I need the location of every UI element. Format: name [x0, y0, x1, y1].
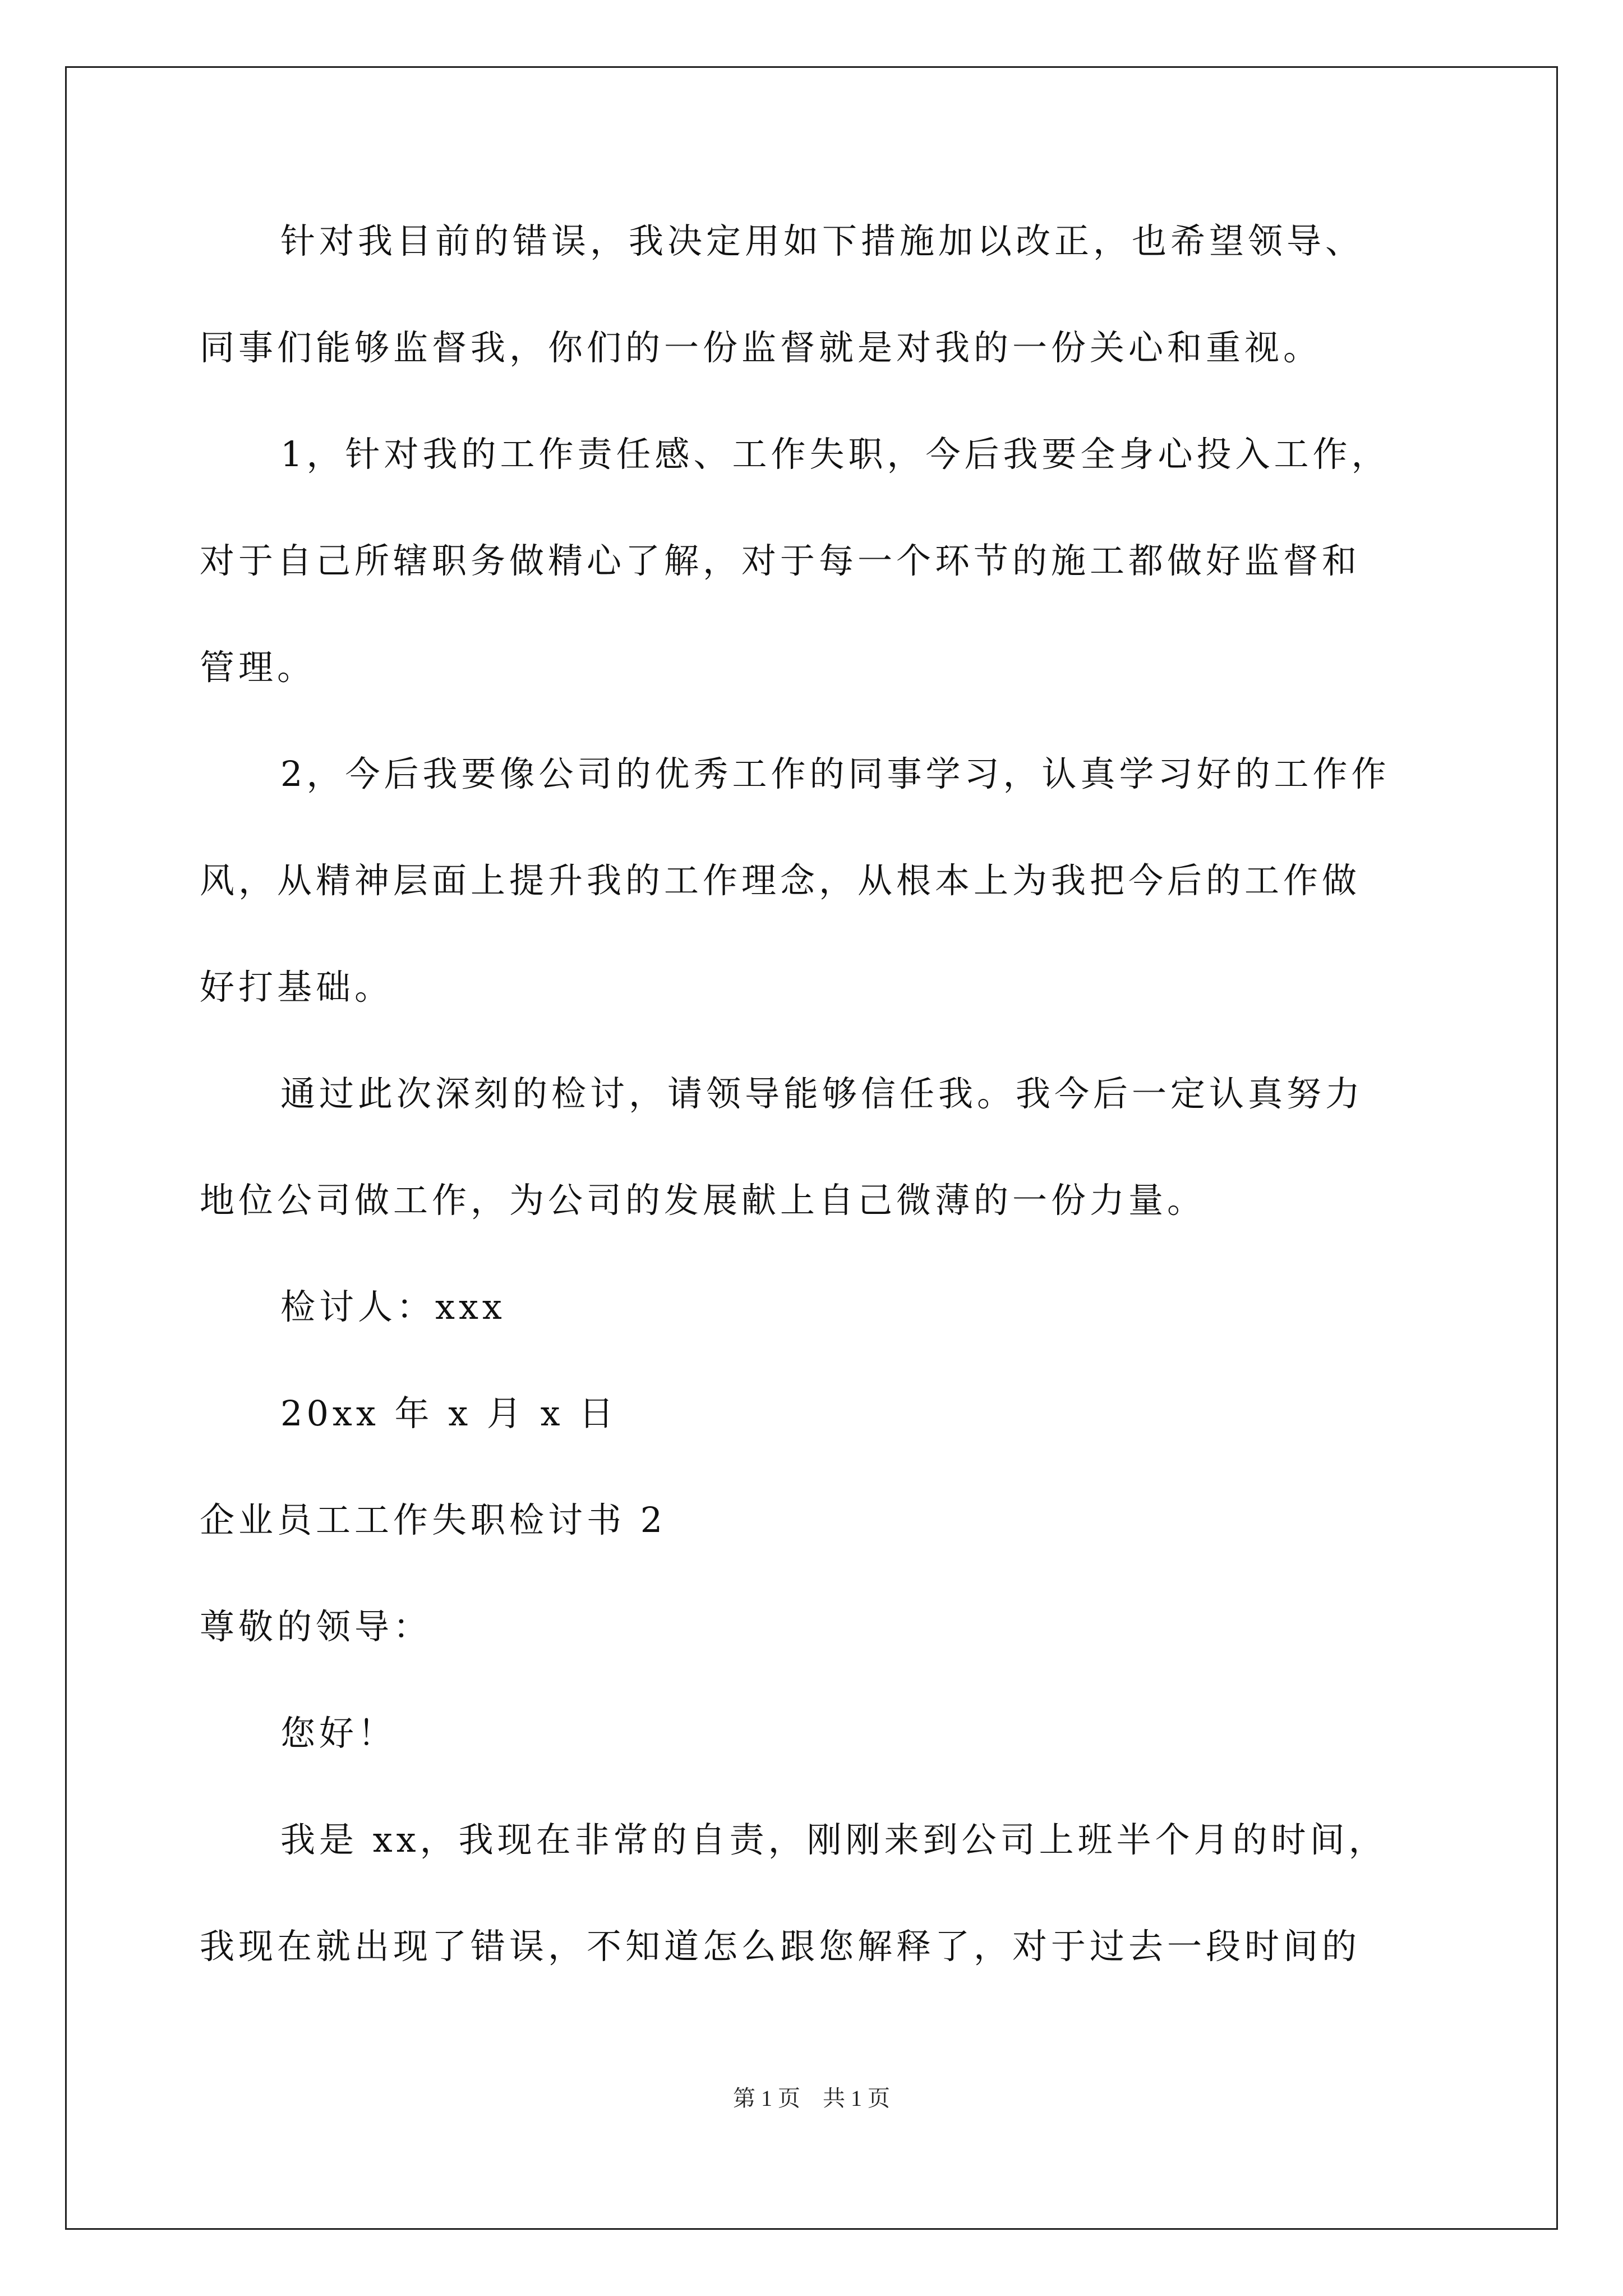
- page-total: 共 1 页: [823, 2086, 890, 2111]
- salutation: 尊敬的领导：: [200, 1606, 432, 1647]
- paragraph-line: 风，从精神层面上提升我的工作理念，从根本上为我把今后的工作做: [200, 860, 1361, 901]
- paragraph-line: 我是 xx，我现在非常的自责，刚刚来到公司上班半个月的时间，: [280, 1819, 1387, 1860]
- page-border: [65, 66, 1558, 2230]
- paragraph-line: 同事们能够监督我，你们的一份监督就是对我的一份关心和重视。: [200, 327, 1322, 368]
- paragraph-line: 对于自己所辖职务做精心了解，对于每一个环节的施工都做好监督和: [200, 540, 1361, 581]
- date-line: 20xx 年 x 月 x 日: [280, 1393, 618, 1434]
- paragraph-line: 1，针对我的工作责任感、工作失职，今后我要全身心投入工作，: [280, 434, 1390, 475]
- paragraph-line: 我现在就出现了错误，不知道怎么跟您解释了，对于过去一段时间的: [200, 1926, 1361, 1967]
- paragraph-line: 管理。: [200, 647, 316, 688]
- section-title: 企业员工工作失职检讨书 2: [200, 1499, 667, 1540]
- signature-line: 检讨人：xxx: [280, 1286, 506, 1327]
- paragraph-line: 地位公司做工作，为公司的发展献上自己微薄的一份力量。: [200, 1180, 1206, 1221]
- paragraph-line: 好打基础。: [200, 967, 394, 1007]
- paragraph-line: 通过此次深刻的检讨，请领导能够信任我。我今后一定认真努力: [280, 1073, 1364, 1114]
- paragraph-line: 针对我目前的错误，我决定用如下措施加以改正，也希望领导、: [280, 220, 1364, 261]
- greeting: 您好！: [280, 1713, 397, 1754]
- page-number: 第 1 页: [733, 2086, 800, 2111]
- paragraph-line: 2，今后我要像公司的优秀工作的同事学习，认真学习好的工作作: [280, 753, 1390, 794]
- page-footer: [0, 2085, 1623, 2113]
